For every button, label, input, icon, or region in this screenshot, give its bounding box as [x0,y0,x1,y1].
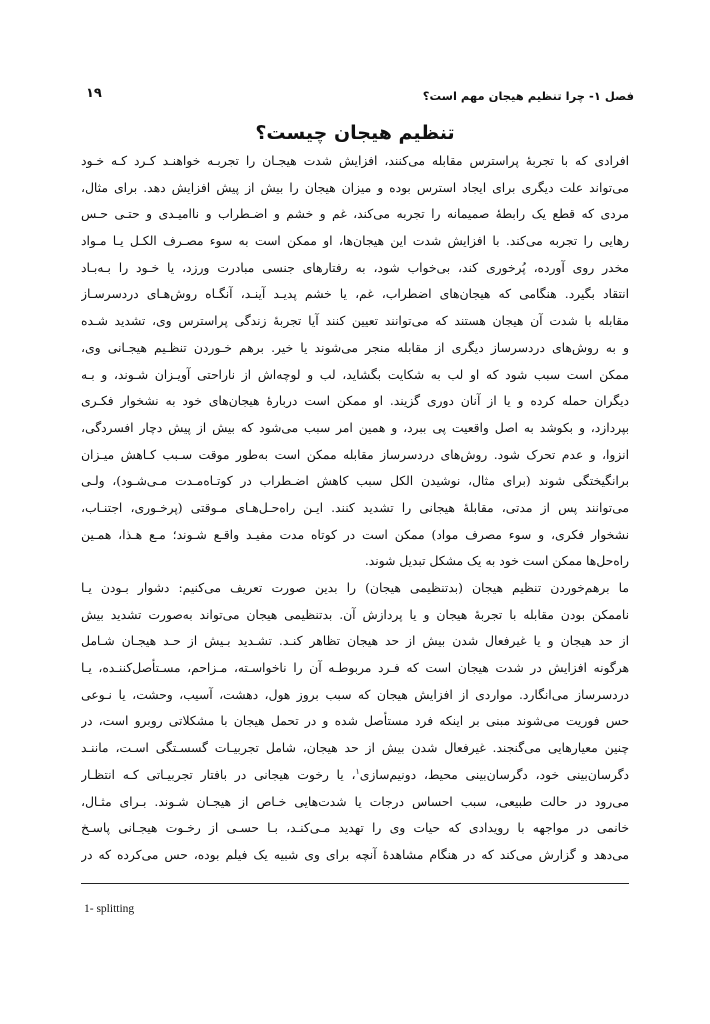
text-line: مردی که قطع یک رابطهٔ صمیمانه را تجربه می‌کند، غم و خشم و اضـطراب و ناامیـدی و حتـی حـس [81,207,629,222]
text-line: می‌رود در حالت طبیعی، سبب احساس درجات یا شدت‌هایی خـاص از هیجـان شـوند. بـرای مثـال، [81,794,629,809]
text-line: ما برهم‌خوردن تنظیم هیجان (بدتنظیمی هیجان) را بدین صورت تعریف می‌کنیم: دشوار بـودن یـا [81,581,629,595]
text-line: برانگیختگی شوند (برای مثال، نوشیدن الکل سبب کاهش اضـطراب در کوتـاه‌مـدت مـی‌شـود)، ولـی [81,474,629,489]
text-line: می‌توانند پس از مدتی، مقابلهٔ هیجانی را تشدید کنند. ایـن راه‌حـل‌هـای مـوقتی (پرخـوری، اجتنـاب، [81,500,629,515]
text-line: می‌دهد و گزارش می‌کند که در هنگام مشاهدهٔ آنچه برای وی شبیه یک فیلم بوده، حس می‌کرده که در [81,847,629,862]
text-line: هرگونه افزایش در شدت هیجان است که فـرد مربوطـه آن را ناخواسـته، مـزاحم، مسـتأصل‌کننـده، یـا [81,661,629,676]
text-line: مخدر روی آورده، پُرخوری کند، بی‌خواب شود، به رفتارهای جنسی مبادرت ورزد، یا خـود را بـه‌بـاد [81,260,629,275]
text-line: ممکن است سبب شود که او لب به شکایت بگشاید، لب و لوچه‌اش از ناراحتی آویـزان شـوند، و بـه [81,367,629,382]
paragraph-1 [81,148,629,575]
paragraph-2 [81,575,629,869]
text-line: افرادی که با تجربهٔ پراسترس مقابله می‌کنند، افزایش شدت هیجـان را تجربـه خواهنـد کـرد کـه خـود [81,154,629,168]
text-line: می‌تواند علت دیگری برای ایجاد استرس بوده و میزان هیجان را بیش از پیش افزایش دهد. برای مثال، [81,180,629,195]
line-start: دگرسان‌بینی خود، دگرسان‌بینی محیط، دونیم‌سازی [359,767,629,782]
text-line: انزوا، و عدم تحرک شود. روش‌های دردسرساز مقابله ممکن است به‌طور موقت سـبب کـاهش میـزان [81,447,629,462]
text-line: دیگران حمله کرده و یا از آنان دوری گزیند. او ممکن است دربارهٔ هیجان‌های خود به نشخوار فکـری [81,394,629,409]
text-line: خانمی در مواجهه با رویدادی که حیات وی را تهدید مـی‌کنـد، بـا حسـی از رخـوت هیجـانی پاسـخ [81,821,629,836]
section-title: تنظیم هیجان چیست؟ [255,122,455,144]
footnote-divider [81,883,629,884]
chapter-title: فصل ۱- چرا تنظیم هیجان مهم است؟ [422,89,634,103]
text-line: بپردازد، و بکوشد به اصل واقعیت پی ببرد، و همین امر سبب می‌شود که بیش از پیش دچار افسردگی، [81,420,629,435]
body-text [81,148,629,869]
page-number: ۱۹ [86,86,102,101]
text-line: مقابله با شدت آن هیجان هستند که می‌توانند تعیین کنند آیا تجربهٔ زندگی پراسترس وی، تشدید شـده [81,314,629,329]
text-line: نشخوار فکری، و سوء مصرف مواد) ممکن است در کوتاه مدت مفیـد واقـع شـوند؛ مـع هـذا، همـین [81,527,629,542]
footnote-reference[interactable]: ۱ [355,766,360,776]
text-line: انتقاد بگیرد. هنگامی که هیجان‌های اضطراب، غم، یا خشم پدیـد آینـد، آنگـاه روش‌هـای دردسرسـاز [81,287,629,302]
text-line: حس فوریت می‌شوند مبنی بر اینکه فرد مستأصل شده و در تحمل هیجان با مشکلاتی روبرو است، در [81,714,629,729]
text-line: دردسرساز می‌انگارد. مواردی از افزایش هیجان که سبب بروز هول، دهشت، آسیب، وحشت، یا نـوعی [81,687,629,702]
text-line: راه‌حل‌ها ممکن است خود به یک مشکل تبدیل شوند. [364,554,629,569]
text-line-with-footnote [81,762,629,789]
text-line: و به روش‌های دردسرساز دیگری از مقابله منجر می‌شوند یا خیر. برهم خـوردن تنظـیم هیجـانی وی، [81,340,629,355]
line-end: ، یا رخوت هیجانی در بافتار تجربیـاتی کـه انتظـار [81,767,356,782]
text-line: ناممکن بودن مقابله با تجربهٔ هیجان و یا پردازش آن. بدتنظیمی هیجان می‌تواند به‌صورت تشدید بیش [81,607,629,622]
text-line: رهایی را تجربه می‌کند. با افزایش شدت این هیجان‌ها، او ممکن است به سوء مصـرف الکـل یـا مـواد [81,234,629,249]
footnote: 1- splitting [84,903,135,915]
running-header [86,86,634,108]
text-line: از حد هیجان و یا غیرفعال شدن بیش از حد هیجان تظاهر کنـد. تشـدید بـیش از حـد هیجـان شـامل [81,634,629,649]
text-line: چنین معیارهایی می‌گنجند. غیرفعال شدن بیش از حد هیجان، شامل تجربیـات گسسـتگی اسـت، ماننـد [81,741,629,756]
